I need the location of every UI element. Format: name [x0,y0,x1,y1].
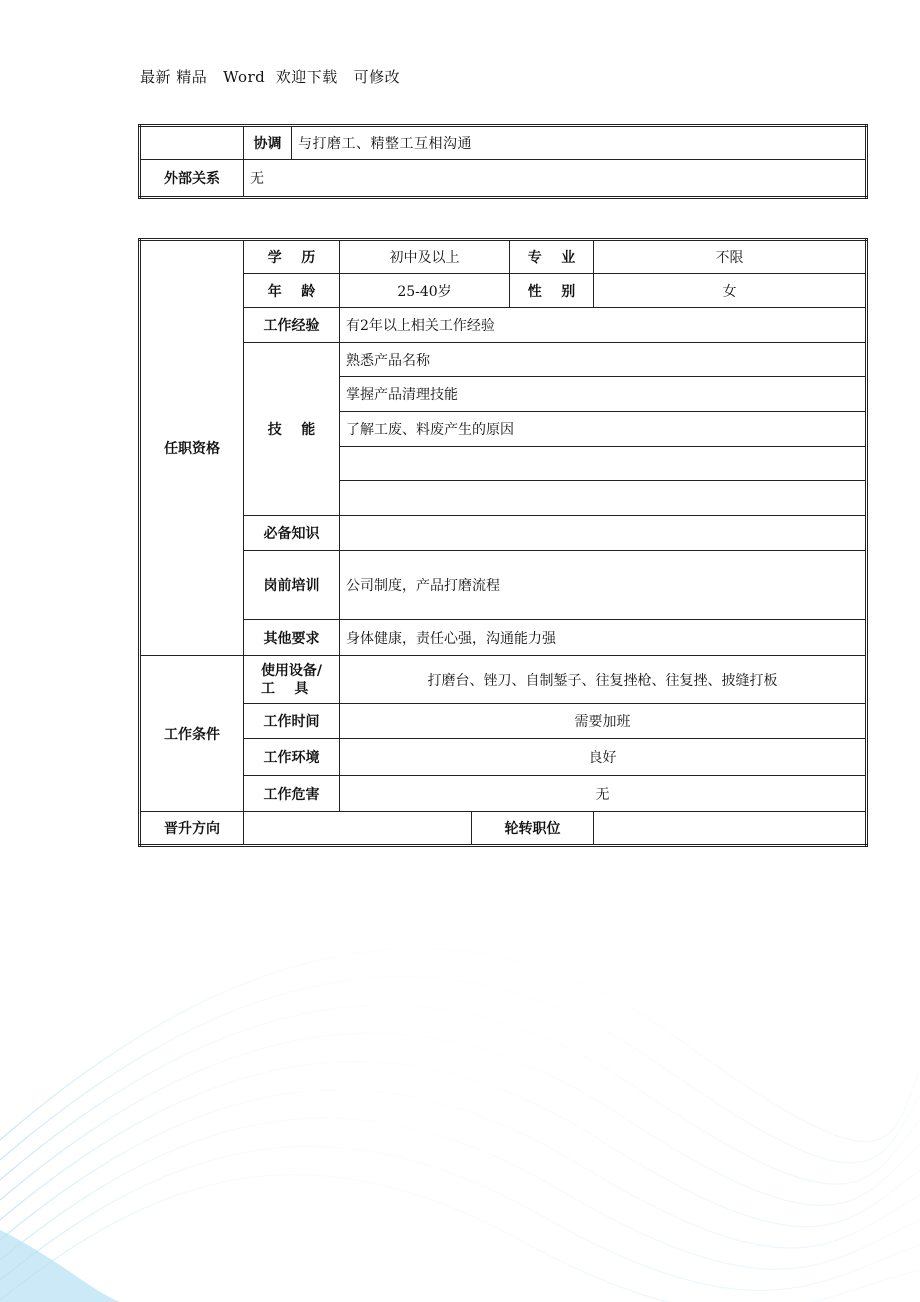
knowledge-label: 必备知识 [244,516,340,551]
document-header: 最新 精品 Word 欢迎下载 可修改 [140,68,401,86]
rotation-label: 轮转职位 [472,812,594,846]
conditions-section-label: 工作条件 [140,656,244,812]
major-label: 专 业 [510,240,594,274]
work-time-value: 需要加班 [340,704,867,739]
equipment-label-line2: 工 具 [260,680,309,697]
gender-value: 女 [594,274,867,308]
education-value: 初中及以上 [340,240,510,274]
work-environment-value: 良好 [340,739,867,776]
knowledge-value [340,516,867,551]
experience-value: 有2年以上相关工作经验 [340,308,867,343]
other-requirements-value: 身体健康，责任心强，沟通能力强 [340,620,867,656]
skill-item: 掌握产品清理技能 [340,377,867,412]
experience-label: 工作经验 [244,308,340,343]
coord-value: 与打磨工、精整工互相沟通 [292,126,867,160]
equipment-value: 打磨台、锉刀、自制錾子、往复挫枪、往复挫、披缝打板 [340,656,867,704]
promotion-value [244,812,472,846]
external-label: 外部关系 [140,160,244,198]
skill-item [340,481,867,516]
work-hazard-label: 工作危害 [244,776,340,812]
training-label: 岗前培训 [244,551,340,620]
equipment-label [244,656,340,704]
skill-item: 了解工废、料废产生的原因 [340,412,867,447]
qualifications-section-label: 任职资格 [140,240,244,656]
external-value: 无 [244,160,867,198]
education-label: 学 历 [244,240,340,274]
qualifications-table [138,238,868,847]
coord-label: 协调 [244,126,292,160]
relations-table [138,124,868,199]
promotion-label: 晋升方向 [140,812,244,846]
equipment-label-line1: 使用设备/ [260,662,323,679]
skill-item [340,447,867,481]
age-label: 年 龄 [244,274,340,308]
relations-left-blank [140,126,244,160]
other-requirements-label: 其他要求 [244,620,340,656]
age-value: 25-40岁 [340,274,510,308]
work-hazard-value: 无 [340,776,867,812]
skills-label: 技 能 [244,343,340,516]
skill-item: 熟悉产品名称 [340,343,867,377]
work-time-label: 工作时间 [244,704,340,739]
gender-label: 性 别 [510,274,594,308]
rotation-value [594,812,867,846]
training-value: 公司制度，产品打磨流程 [340,551,867,620]
work-environment-label: 工作环境 [244,739,340,776]
major-value: 不限 [594,240,867,274]
